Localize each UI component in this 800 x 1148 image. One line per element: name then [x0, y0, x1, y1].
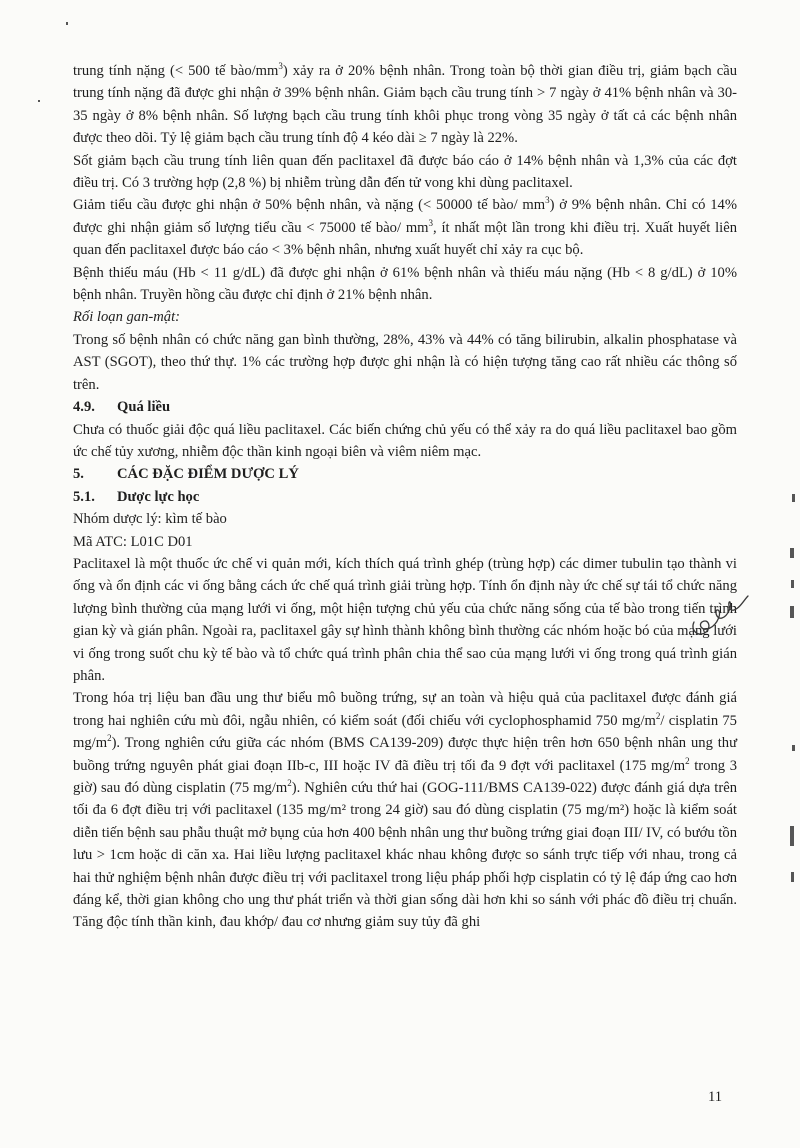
section-title: Quá liều: [117, 399, 171, 416]
paragraph-overdose: Chưa có thuốc giải độc quá liều paclitaxel. Các biến chứng chủ yếu có thể xảy ra do quá liều paclitaxel bao gồm ức chế tủy xương, nhiễm độc thần kinh ngoại biên và viêm niêm mạc.: [73, 421, 737, 460]
subheading-hepatobiliary: Rối loạn gan-mật:: [73, 309, 181, 326]
section-title: CÁC ĐẶC ĐIỂM DƯỢC LÝ: [117, 466, 299, 483]
superscript: 2: [107, 733, 112, 744]
superscript: 3: [545, 195, 550, 206]
text-run: trung tính nặng (< 500 tế bào/mm: [73, 63, 279, 79]
heading-5: [73, 463, 737, 485]
text-run: Trong hóa trị liệu ban đầu ung thư biểu mô buồng trứng, sự an toàn và hiệu quả của paclitaxel được đánh giá trong hai nghiên cứu mù đôi, ngẫu nhiên, có kiểm soát (đối chiếu với cyclophosphamid 750 mg/m: [73, 690, 737, 729]
scan-speck: [38, 100, 40, 102]
handwritten-signature-icon: [688, 592, 752, 642]
text-run: ). Trong nghiên cứu giữa các nhóm (BMS CA139-209) được thực hiện trên hơn 650 bệnh nhân ung thư buồng trứng nguyên phát giai đoạn IIb-c, III hoặc IV đã điều trị tối đa 9 đợt với paclitaxel (175 mg/m: [73, 735, 737, 774]
text-run: trong 3 giờ) sau đó dùng cisplatin (75 mg/m: [73, 757, 737, 796]
superscript: 3: [278, 61, 283, 72]
scan-speck: [66, 22, 68, 25]
heading-4-9: [73, 396, 737, 418]
section-title: Dược lực học: [117, 488, 200, 505]
scan-speck: [790, 548, 794, 558]
atc-code: Mã ATC: L01C D01: [73, 533, 193, 550]
superscript: 3: [428, 217, 434, 228]
section-number: 5.1.: [73, 488, 95, 505]
paragraph-neutropenia: [73, 60, 737, 150]
paragraph-thrombocytopenia: [73, 194, 737, 261]
paragraph-febrile-neutropenia: Sốt giảm bạch cầu trung tính liên quan đến paclitaxel đã được báo cáo ở 14% bệnh nhân và 1,3% của các đợt điều trị. Có 3 trường hợp (2,8 %) bị nhiễm trùng dẫn đến tử vong khi dùng paclitaxel.: [73, 152, 737, 192]
superscript: 2: [685, 755, 690, 766]
scan-speck: [791, 872, 794, 882]
superscript: 2: [655, 710, 661, 721]
paragraph-anemia: Bệnh thiếu máu (Hb < 11 g/dL) đã được ghi nhận ở 61% bệnh nhân và thiếu máu nặng (Hb < 8 g/dL) ở 10% bệnh nhân. Truyền hồng cầu được chỉ định ở 21% bệnh nhân.: [73, 264, 737, 304]
pharmacologic-group: Nhóm dược lý: kìm tế bào: [73, 511, 227, 528]
section-number: 5.: [73, 466, 84, 483]
superscript: 2: [287, 778, 292, 789]
document-body: [73, 60, 737, 934]
text-run: ) ở 9% bệnh nhân. Chỉ có 14% được ghi nhận giảm số lượng tiểu cầu < 75000 tế bào/ mm: [73, 197, 737, 236]
scan-speck: [792, 745, 795, 751]
paragraph-liver: Trong số bệnh nhân có chức năng gan bình thường, 28%, 43% và 44% có tăng bilirubin, alkalin phosphatase và AST (SGOT), theo thứ thự. 1% các trường hợp được ghi nhận là có hiện tượng tăng cao rất nhiều các thông số trên.: [73, 331, 737, 393]
text-run: / cisplatin 75 mg/m: [73, 712, 737, 752]
paragraph-ovarian-trials: [73, 687, 737, 933]
text-run: , ít nhất một lần trong khi điều trị. Xuất huyết liên quan đến paclitaxel được báo cáo < 3% bệnh nhân, nhưng xuất huyết chỉ xảy ra cục bộ.: [73, 219, 737, 259]
text-run: ) xảy ra ở 20% bệnh nhân. Trong toàn bộ thời gian điều trị, giảm bạch cầu trung tính nặng đã được ghi nhận ở 39% bệnh nhân. Giảm bạch cầu trung tính > 7 ngày ở 41% bệnh nhân và 30-35 ngày ở 8% bệnh nhân. Số lượng bạch cầu trung tính khôi phục trong vòng 35 ngày ở tất cả các bệnh nhân được theo dõi. Tỷ lệ giảm bạch cầu trung tính độ 4 kéo dài ≥ 7 ngày là 22%.: [73, 63, 738, 147]
section-number: 4.9.: [73, 399, 95, 416]
scan-speck: [790, 606, 794, 618]
page-number: 11: [708, 1089, 723, 1105]
paragraph-mechanism: Paclitaxel là một thuốc ức chế vi quản mới, kích thích quá trình ghép (trùng hợp) các dimer tubulin tạo thành vi ống và ổn định các vi ống bằng cách ức chế quá trình giải trùng hợp. Tính ổn định này ức chế sự tái tổ chức năng lượng bình thường của mạng lưới vi ống, một hiện tượng chủ yếu của chức năng sống của tế bào trong tiến trình gian kỳ và gián phân. Ngoài ra, paclitaxel gây sự hình thành không bình thường các nhóm hoặc bó của mạng lưới vi ống trong suốt chu kỳ tế bào và tổ chức quá trình phân chia thể sao của mạng lưới vi ống trong quá trình gián phân.: [73, 555, 737, 684]
heading-5-1: [73, 486, 737, 508]
text-run: ). Nghiên cứu thứ hai (GOG-111/BMS CA139-022) được đánh giá dựa trên tối đa 6 đợt điều trị với paclitaxel (135 mg/m² trong 24 giờ) sau đó dùng cisplatin (75 mg/m²) hoặc là kiểm soát diễn tiến bệnh sau phẫu thuật mở bụng của hơn 400 bệnh nhân ung thư buồng trứng giai đoạn III/ IV, có bướu tồn lưu > 1cm hoặc di căn xa. Hai liều lượng paclitaxel khác nhau không được so sánh trực tiếp với nhau, trong cả hai thử nghiệm bệnh nhân được điều trị với paclitaxel trong liệu pháp phối hợp cisplatin có tỷ lệ đáp ứng cao hơn đáng kể, thời gian không cho ung thư phát triển và thời gian sống dài hơn khi so sánh với phác đồ điều trị chuẩn. Tăng độc tính thần kinh, đau khớp/ đau cơ nhưng giảm suy tủy đã ghi: [73, 780, 737, 931]
scan-speck: [790, 826, 794, 846]
scan-speck: [791, 580, 794, 588]
text-run: Giảm tiểu cầu được ghi nhận ở 50% bệnh nhân, và nặng (< 50000 tế bào/ mm: [73, 197, 546, 214]
scan-speck: [792, 494, 795, 502]
